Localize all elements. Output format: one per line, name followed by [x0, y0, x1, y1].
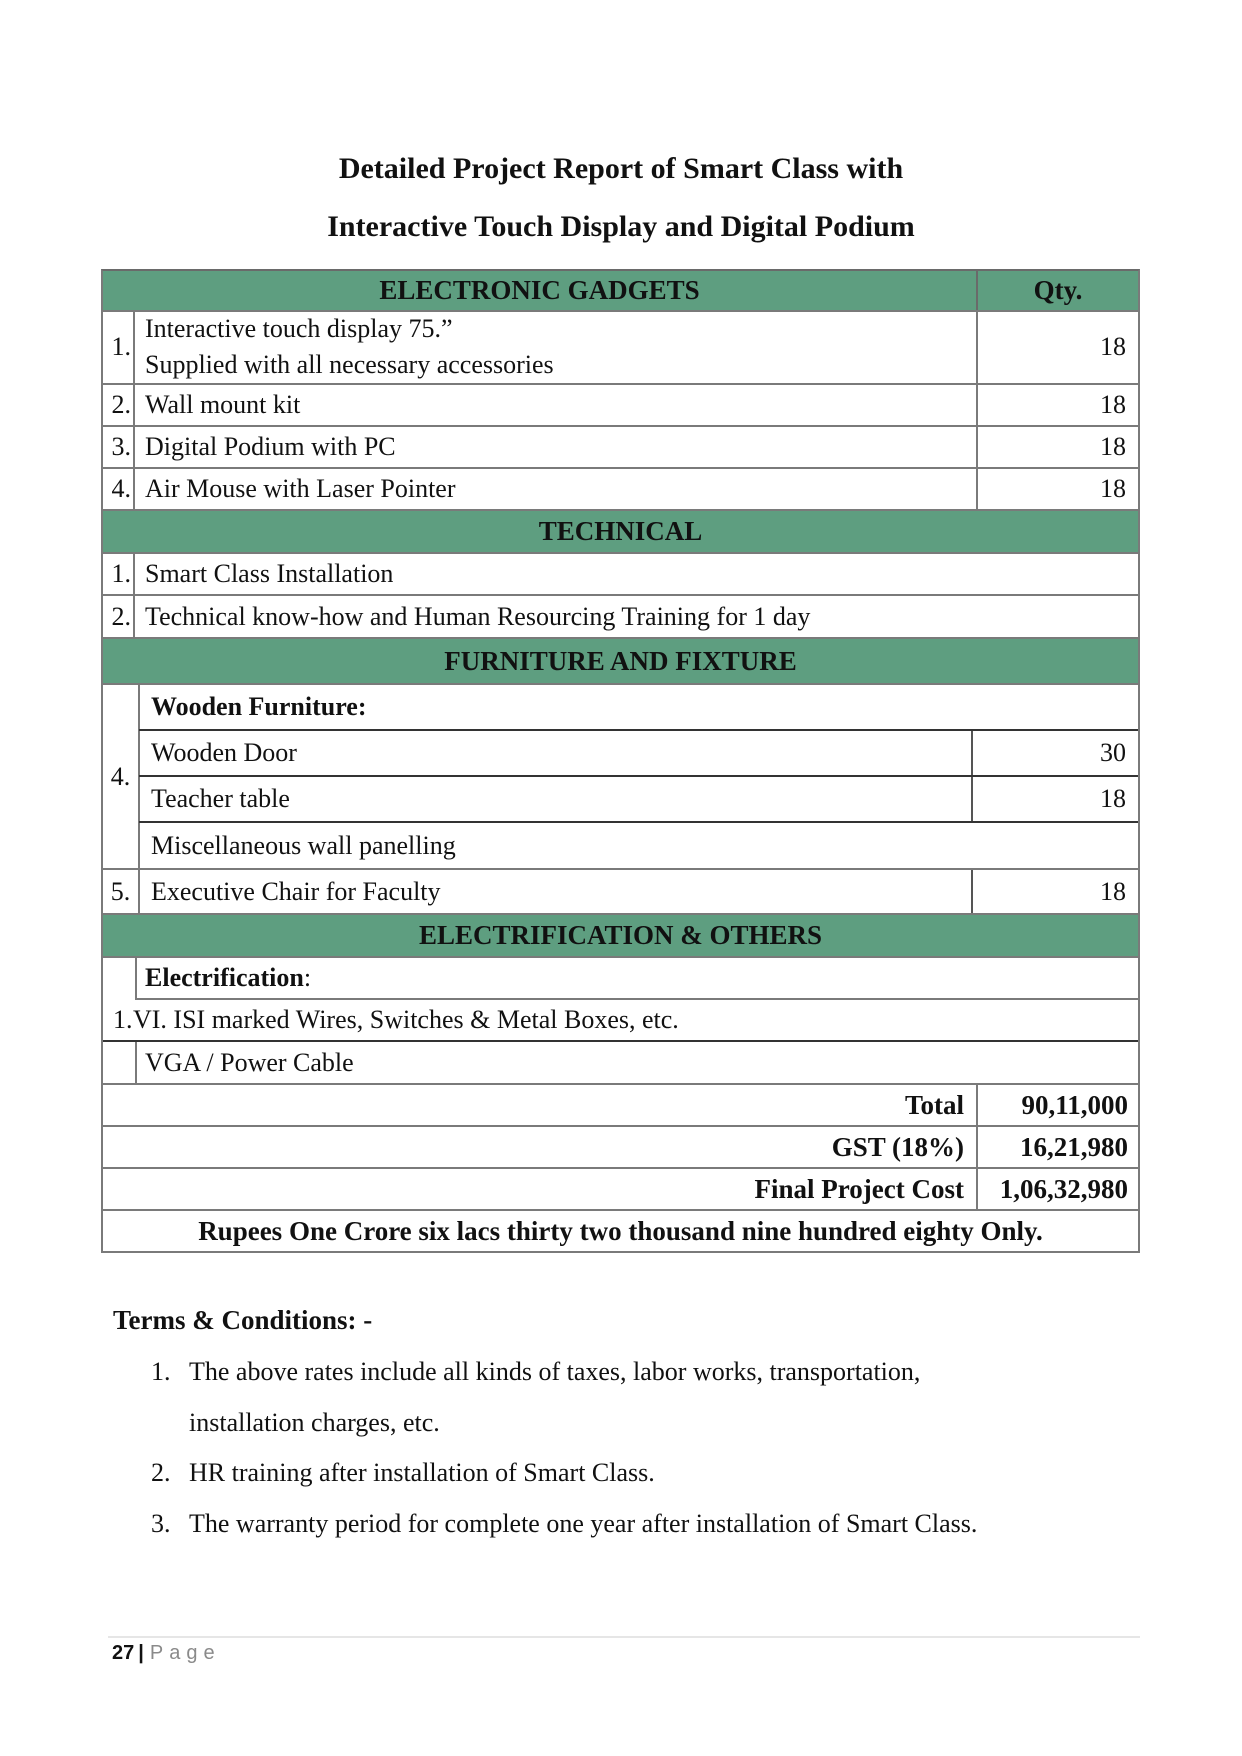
group-title-row: [139, 685, 1138, 731]
final-cost-row: [101, 1169, 1140, 1211]
section-title: TECHNICAL: [538, 516, 703, 546]
term-text: The warranty period for complete one year after installation of Smart Class.: [189, 1509, 978, 1538]
row-description: Digital Podium with PC: [145, 432, 396, 461]
gst-value: 16,21,980: [976, 1127, 1138, 1167]
section-header-technical: [101, 511, 1140, 554]
term-number: 3.: [151, 1509, 171, 1538]
amount-in-words-row: [101, 1211, 1140, 1253]
row-qty: 18: [976, 469, 1138, 509]
table-row: [139, 777, 1138, 823]
table-row: [101, 469, 1140, 511]
group-title-row: [137, 958, 1138, 1000]
page-number: 27: [112, 1642, 135, 1664]
group-title: [145, 958, 1138, 998]
table-row: [101, 385, 1140, 427]
total-label: Total: [904, 1089, 964, 1120]
electrification-group: [101, 958, 1140, 1085]
section-header-electronic: [101, 269, 1140, 312]
term-text: installation charges, etc.: [189, 1408, 440, 1437]
table-row: [139, 823, 1138, 868]
table-row: [103, 1000, 1138, 1042]
row-number: 5.: [103, 870, 140, 913]
term-number: 1.: [151, 1357, 171, 1386]
report-title-line-1: Detailed Project Report of Smart Class with: [338, 152, 904, 185]
row-number: 2.: [103, 385, 135, 425]
term-number: 2.: [151, 1458, 171, 1487]
gst-label: GST (18%): [831, 1131, 964, 1162]
group-title-colon: :: [303, 963, 312, 992]
table-row: [139, 731, 1138, 777]
row-number: 4.: [103, 469, 135, 509]
row-description: Wooden Door: [151, 738, 297, 767]
term-text: HR training after installation of Smart Class.: [189, 1458, 655, 1487]
row-description: Teacher table: [151, 784, 290, 813]
row-description: Technical know-how and Human Resourcing Training for 1 day: [145, 601, 811, 631]
group-title: Wooden Furniture:: [151, 692, 367, 721]
section-title: ELECTRIFICATION & OTHERS: [418, 920, 823, 950]
row-description: Wall mount kit: [145, 390, 301, 419]
page-label: Page: [149, 1642, 221, 1664]
row-description: VGA / Power Cable: [145, 1047, 354, 1077]
table-row: [137, 1042, 1138, 1083]
table-row: [101, 554, 1140, 596]
row-number: 2.: [103, 596, 135, 637]
gst-row: [101, 1127, 1140, 1169]
row-description: Miscellaneous wall panelling: [151, 830, 456, 860]
section-title: FURNITURE AND FIXTURE: [444, 645, 797, 676]
description-line-1: Interactive touch display 75.”: [145, 313, 453, 343]
description-line-2: Supplied with all necessary accessories: [145, 349, 554, 379]
terms-heading: Terms & Conditions: -: [113, 1305, 373, 1335]
furniture-group: [101, 685, 1140, 870]
section-header-electrification: [101, 915, 1140, 958]
row-number: 1.: [103, 554, 135, 594]
row-number: 1.: [113, 1005, 133, 1034]
row-qty: 30: [971, 731, 1138, 775]
qty-header: Qty.: [976, 271, 1138, 310]
footer-separator: |: [138, 1642, 144, 1664]
row-qty: 18: [976, 427, 1138, 467]
row-qty: 18: [971, 777, 1138, 821]
amount-in-words: Rupees One Crore six lacs thirty two thousand nine hundred eighty Only.: [198, 1215, 1043, 1246]
section-title: ELECTRONIC GADGETS: [379, 275, 700, 305]
group-title-bold: Electrification: [145, 963, 304, 992]
table-row: [101, 427, 1140, 469]
row-description: Smart Class Installation: [145, 559, 394, 588]
page-footer: [112, 1642, 221, 1665]
footer-divider: [108, 1636, 1140, 1638]
table-row: [101, 870, 1140, 915]
row-number: 3.: [103, 427, 135, 467]
row-qty: 18: [971, 870, 1138, 913]
row-qty: 18: [976, 385, 1138, 425]
row-qty: 18: [976, 310, 1138, 383]
term-text: The above rates include all kinds of taxes, labor works, transportation,: [189, 1357, 921, 1386]
section-header-furniture: [101, 639, 1140, 685]
total-value: 90,11,000: [976, 1085, 1138, 1125]
total-row: [101, 1085, 1140, 1127]
table-row: [101, 596, 1140, 639]
report-title-line-2: Interactive Touch Display and Digital Podium: [327, 210, 915, 243]
final-cost-label: Final Project Cost: [754, 1173, 964, 1204]
row-number: 1.: [103, 310, 135, 383]
final-cost-value: 1,06,32,980: [976, 1169, 1138, 1209]
row-description: Air Mouse with Laser Pointer: [145, 474, 456, 503]
row-description: Executive Chair for Faculty: [151, 876, 441, 906]
table-row: [101, 310, 1140, 385]
row-description: VI. ISI marked Wires, Switches & Metal Boxes, etc.: [133, 1005, 679, 1034]
row-number: 4.: [103, 685, 140, 868]
